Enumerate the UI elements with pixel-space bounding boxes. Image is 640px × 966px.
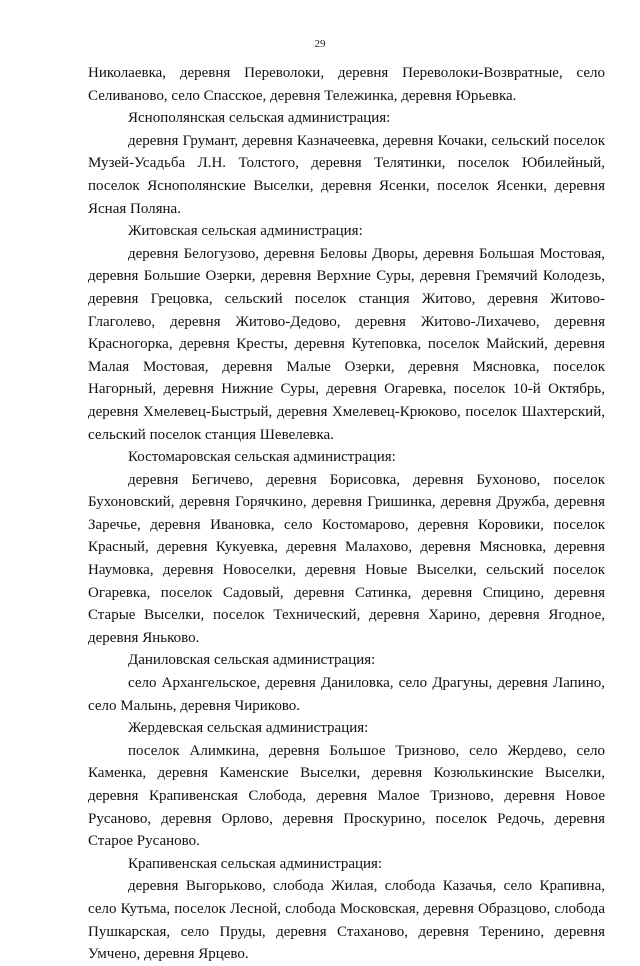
section-heading-danilovskaya: Даниловская сельская администрация:	[128, 652, 376, 669]
section-heading-yasnopolyanskaya: Яснополянская сельская администрация:	[128, 110, 391, 127]
document-body	[88, 62, 605, 966]
section-heading-krapivenskaya: Крапивенская сельская администрация:	[128, 855, 383, 872]
section-heading-zhitovskaya: Житовская сельская администрация:	[128, 223, 363, 240]
section-heading-zherdevskaya: Жердевская сельская администрация:	[128, 720, 369, 737]
paragraph-krapivenskaya: деревня Выгорьково, слобода Жилая, слобода Казачья, село Крапивна, село Кутьма, поселок Лесной, слобода Московская, деревня Образцово, слобода Пушкарская, село Пруды, деревня Стаханово, деревня Теренино, деревня Умчено, деревня Ярцево.	[88, 878, 605, 963]
paragraph-zherdevskaya: поселок Алимкина, деревня Большое Тризново, село Жердево, село Каменка, деревня Каменские Выселки, деревня Козюлькинские Выселки, деревня Крапивенская Слобода, деревня Малое Тризново, деревня Новое Русаново, деревня Орлово, деревня Проскурино, поселок Редочь, деревня Старое Русаново.	[88, 742, 605, 850]
paragraph-yasnopolyanskaya: деревня Грумант, деревня Казначеевка, деревня Кочаки, сельский поселок Музей-Усадьба Л.Н. Толстого, деревня Телятинки, поселок Юбилейный, поселок Яснополянские Выселки, деревня Ясенки, поселок Ясенки, деревня Ясная Поляна.	[88, 132, 605, 217]
paragraph-continuation: Николаевка, деревня Переволоки, деревня Переволоки-Возвратные, село Селиваново, село Спасское, деревня Тележинка, деревня Юрьевка.	[88, 65, 605, 104]
section-heading-kostomarovskaya: Костомаровская сельская администрация:	[128, 449, 396, 466]
paragraph-kostomarovskaya: деревня Бегичево, деревня Борисовка, деревня Бухоново, поселок Бухоновский, деревня Горячкино, деревня Гришинка, деревня Дружба, деревня Заречье, деревня Ивановка, село Костомарово, деревня Коровики, поселок Красный, деревня Кукуевка, деревня Малахово, деревня Мясновка, деревня Наумовка, деревня Новоселки, деревня Новые Выселки, сельский поселок Огаревка, поселок Садовый, деревня Сатинка, деревня Спицино, деревня Старые Выселки, поселок Технический, деревня Харино, деревня Ягодное, деревня Яньково.	[88, 471, 605, 646]
page-number: 29	[314, 38, 326, 50]
paragraph-danilovskaya: село Архангельское, деревня Даниловка, село Драгуны, деревня Лапино, село Малынь, деревня Чириково.	[88, 675, 605, 714]
paragraph-zhitovskaya: деревня Белогузово, деревня Беловы Дворы, деревня Большая Мостовая, деревня Большие Озерки, деревня Верхние Суры, деревня Гремячий Колодезь, деревня Грецовка, сельский поселок станция Житово, деревня Житово-Глаголево, деревня Житово-Дедово, деревня Житово-Лихачево, деревня Красногорка, деревня Кресты, деревня Кутеповка, поселок Майский, деревня Малая Мостовая, деревня Малые Озерки, деревня Мясновка, поселок Нагорный, деревня Нижние Суры, деревня Огаревка, поселок 10-й Октябрь, деревня Хмелевец-Быстрый, деревня Хмелевец-Крюково, поселок Шахтерский, сельский поселок станция Шевелевка.	[88, 245, 605, 443]
